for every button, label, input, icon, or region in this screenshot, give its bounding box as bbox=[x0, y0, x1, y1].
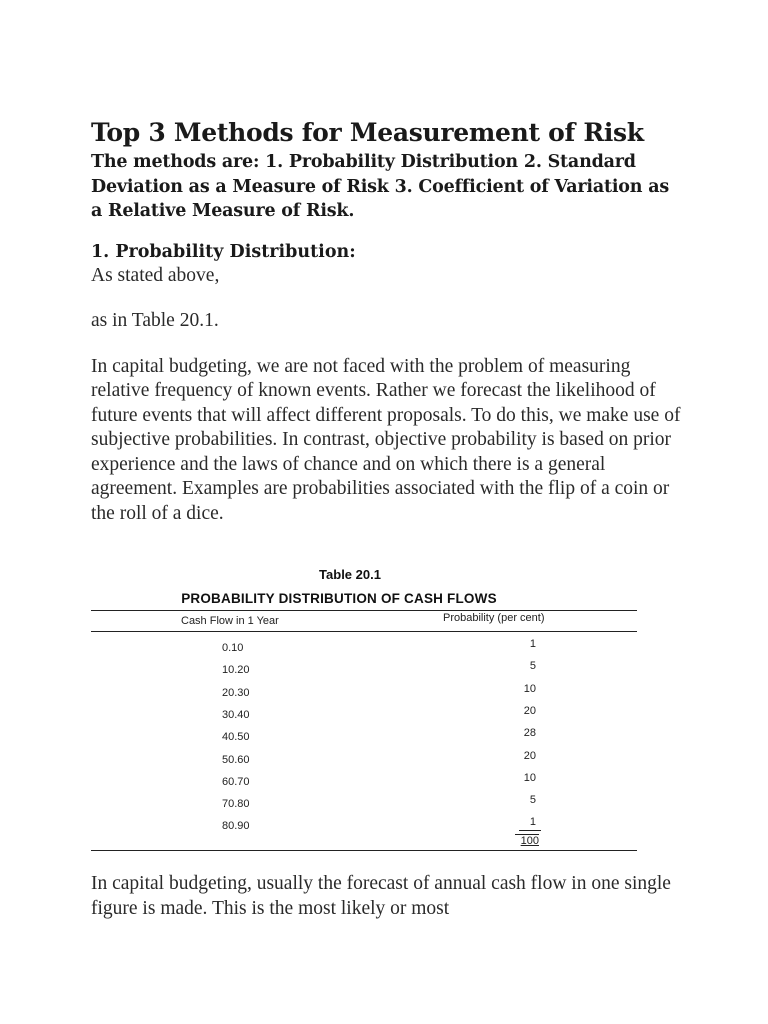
cell-probability: 20 bbox=[523, 704, 536, 717]
column-header-probability: Probability (per cent) bbox=[443, 612, 545, 624]
table-top-rule bbox=[91, 610, 637, 611]
cell-probability: 28 bbox=[523, 727, 536, 740]
paragraph-as-stated: As stated above, bbox=[91, 264, 220, 286]
table-header-rule bbox=[91, 631, 637, 632]
article-subtitle: The methods are: 1. Probability Distribution 2. Standard Deviation as a Measure of Risk 3. Coefficient of Variation as a Relative Measure of Risk. bbox=[91, 152, 669, 221]
cell-cash-flow: 60.70 bbox=[222, 775, 250, 788]
table-row bbox=[91, 683, 637, 705]
paragraph-as-in-table: as in Table 20.1. bbox=[91, 310, 219, 331]
cell-probability: 5 bbox=[529, 794, 536, 807]
column-header-cash-flow: Cash Flow in 1 Year bbox=[181, 615, 279, 627]
cell-cash-flow: 50.60 bbox=[222, 753, 250, 766]
cell-probability: 10 bbox=[523, 771, 536, 784]
cell-cash-flow: 10.20 bbox=[222, 664, 250, 677]
table-row bbox=[91, 816, 637, 838]
paragraph-annual-cash-flow: In capital budgeting, usually the forecast of annual cash flow in one single figure is made. This is the most likely or most bbox=[91, 873, 671, 919]
section-heading-probability-distribution: 1. Probability Distribution: bbox=[91, 241, 356, 262]
table-row bbox=[91, 705, 637, 727]
article-continuation bbox=[91, 872, 691, 921]
table-caption: Table 20.1 bbox=[319, 567, 381, 582]
cell-probability: 1 bbox=[529, 638, 536, 650]
article-body bbox=[91, 116, 681, 526]
table-row bbox=[91, 727, 637, 749]
paragraph-capital-budgeting: In capital budgeting, we are not faced with the problem of measuring relative frequency of known events. Rather we forecast the likelihood of future events that will affect different proposals. To do this, we make use of subjective probabilities. In contrast, objective probability is based on prior experience and the laws of chance and on which there is a general agreement. Examples are probabilities associated with the flip of a coin or the roll of a dice. bbox=[91, 355, 681, 524]
table-row bbox=[91, 660, 637, 682]
page-title: Top 3 Methods for Measurement of Risk bbox=[91, 118, 644, 147]
cell-probability: 1 bbox=[529, 816, 536, 829]
cell-cash-flow: 30.40 bbox=[222, 708, 250, 721]
table-row bbox=[91, 772, 637, 794]
cell-cash-flow: 70.80 bbox=[222, 798, 250, 811]
cell-probability: 5 bbox=[529, 660, 536, 673]
cell-cash-flow: 20.30 bbox=[222, 686, 250, 699]
probability-distribution-table bbox=[91, 566, 637, 852]
cell-cash-flow: 40.50 bbox=[222, 731, 250, 744]
cell-probability: 10 bbox=[523, 682, 536, 695]
table-bottom-rule bbox=[91, 850, 637, 851]
cell-probability: 20 bbox=[523, 749, 536, 762]
table-total: 100 bbox=[515, 834, 539, 848]
table-row bbox=[91, 794, 637, 816]
cell-cash-flow: 80.90 bbox=[222, 820, 250, 833]
cell-cash-flow: 0.10 bbox=[222, 642, 244, 654]
sum-underline bbox=[519, 830, 541, 831]
table-row bbox=[91, 638, 637, 660]
table-title: PROBABILITY DISTRIBUTION OF CASH FLOWS bbox=[181, 591, 497, 606]
table-row bbox=[91, 750, 637, 772]
